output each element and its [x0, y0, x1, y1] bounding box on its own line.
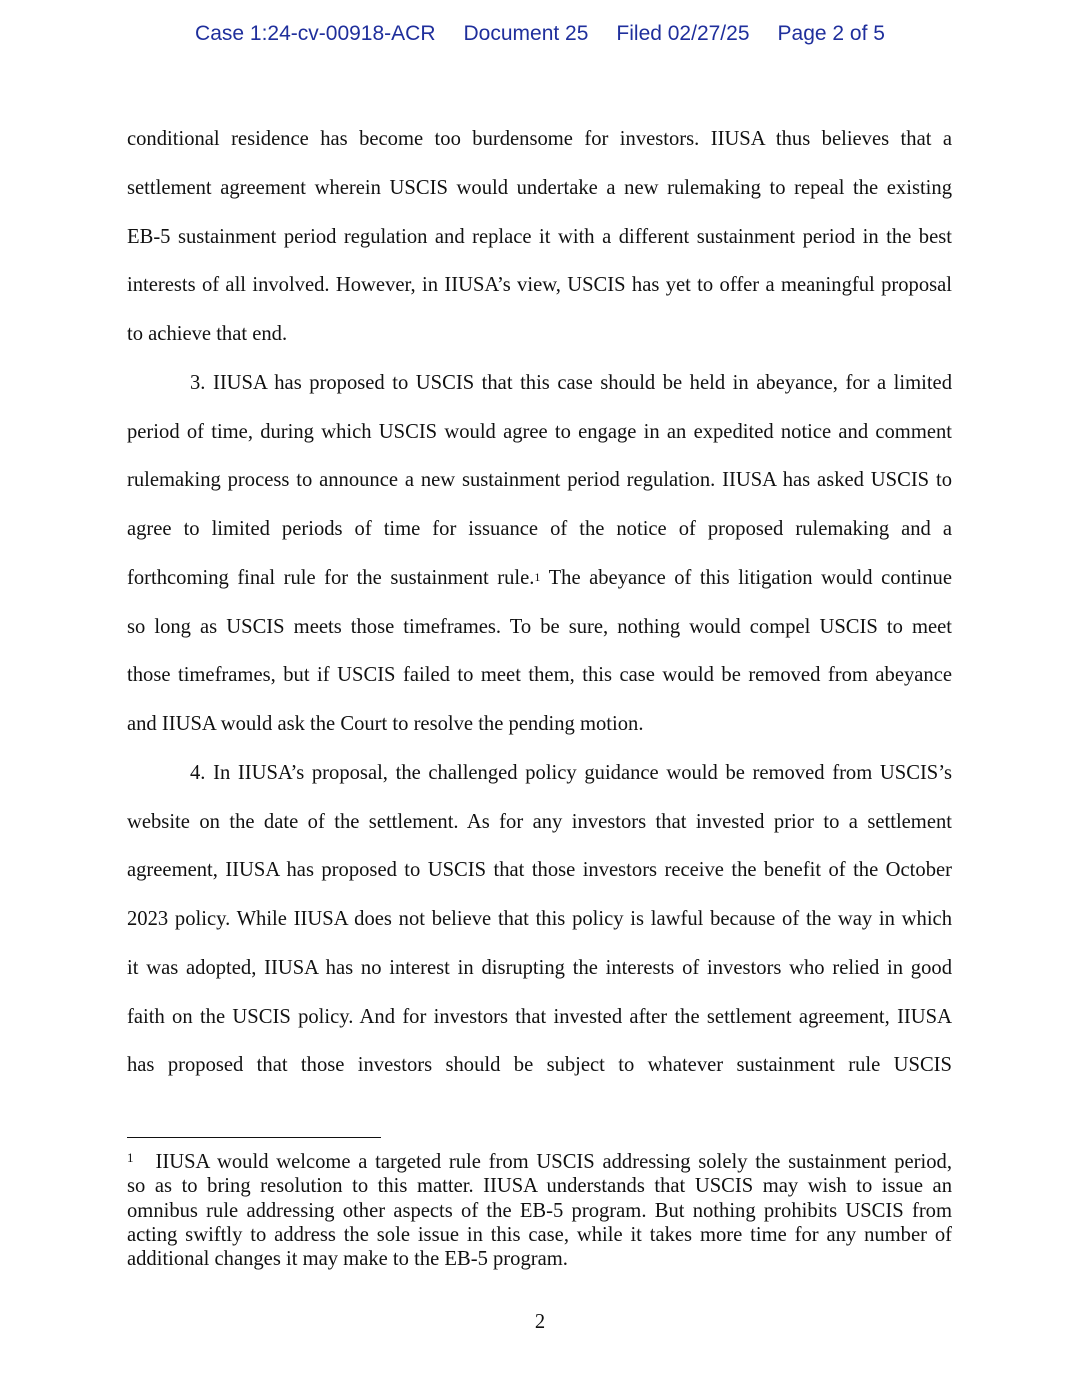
footnote-line-text: IIUSA would welcome a targeted rule from USCIS addressing solely the sustainment period, — [155, 1151, 952, 1173]
body-line: has proposed that those investors should be subject to whatever sustainment rule USCIS — [127, 1054, 952, 1077]
ecf-header — [0, 19, 1080, 49]
body-line: 4. In IIUSA’s proposal, the challenged policy guidance would be removed from USCIS’s — [190, 761, 952, 784]
body-line: so long as USCIS meets those timeframes. To be sure, nothing would compel USCIS to meet — [127, 615, 952, 638]
body-line: 2023 policy. While IIUSA does not believe that this policy is lawful because of the way in which — [127, 908, 952, 930]
body-line-part: The abeyance of this litigation would continue — [548, 566, 952, 589]
body-line-part: forthcoming final rule for the sustainment rule. — [127, 566, 535, 589]
footnote-line — [127, 1150, 952, 1174]
footnote-line: acting swiftly to address the sole issue in this case, while it takes more time for any number of — [127, 1223, 952, 1246]
body-line: rulemaking process to announce a new sustainment period regulation. IIUSA has asked USCIS to — [127, 469, 952, 492]
footnote-marker: 1 — [127, 1150, 134, 1165]
footnote-line: omnibus rule addressing other aspects of the EB-5 program. But nothing prohibits USCIS from — [127, 1199, 952, 1222]
page-indicator: Page 2 of 5 — [777, 22, 885, 45]
filed-date: Filed 02/27/25 — [616, 22, 750, 45]
body-line: website on the date of the settlement. As for any investors that invested prior to a settlement — [127, 810, 952, 833]
footnote-separator — [127, 1137, 381, 1138]
body-line: settlement agreement wherein USCIS would undertake a new rulemaking to repeal the existing — [127, 176, 952, 199]
footnote-line: additional changes it may make to the EB-5 program. — [127, 1248, 568, 1271]
body-line: and IIUSA would ask the Court to resolve the pending motion. — [127, 713, 644, 735]
body-line: period of time, during which USCIS would agree to engage in an expedited notice and comment — [127, 420, 952, 443]
body-line: agreement, IIUSA has proposed to USCIS that those investors receive the benefit of the October — [127, 859, 952, 882]
body-line-with-footnote — [127, 554, 952, 603]
body-line: 3. IIUSA has proposed to USCIS that this case should be held in abeyance, for a limited — [190, 371, 952, 394]
body-line: faith on the USCIS policy. And for investors that invested after the settlement agreement, IIUSA — [127, 1005, 952, 1028]
page-number: 2 — [534, 1311, 546, 1333]
body-line: to achieve that end. — [127, 323, 288, 345]
footnote-reference[interactable]: 1 — [534, 569, 541, 584]
case-number: Case 1:24-cv-00918-ACR — [195, 22, 436, 45]
body-line: agree to limited periods of time for issuance of the notice of proposed rulemaking and a — [127, 518, 952, 540]
body-line: those timeframes, but if USCIS failed to meet them, this case would be removed from abeyance — [127, 664, 952, 687]
body-text — [127, 115, 952, 1090]
body-line: it was adopted, IIUSA has no interest in disrupting the interests of investors who relied in good — [127, 956, 952, 979]
body-line: EB-5 sustainment period regulation and replace it with a different sustainment period in the best — [127, 225, 952, 248]
footnote-line: so as to bring resolution to this matter. IIUSA understands that USCIS may wish to issue an — [127, 1175, 952, 1198]
footnote — [127, 1150, 952, 1271]
body-line: conditional residence has become too burdensome for investors. IIUSA thus believes that a — [127, 128, 952, 150]
document-number: Document 25 — [463, 22, 589, 45]
body-line: interests of all involved. However, in IIUSA’s view, USCIS has yet to offer a meaningful proposal — [127, 274, 952, 297]
